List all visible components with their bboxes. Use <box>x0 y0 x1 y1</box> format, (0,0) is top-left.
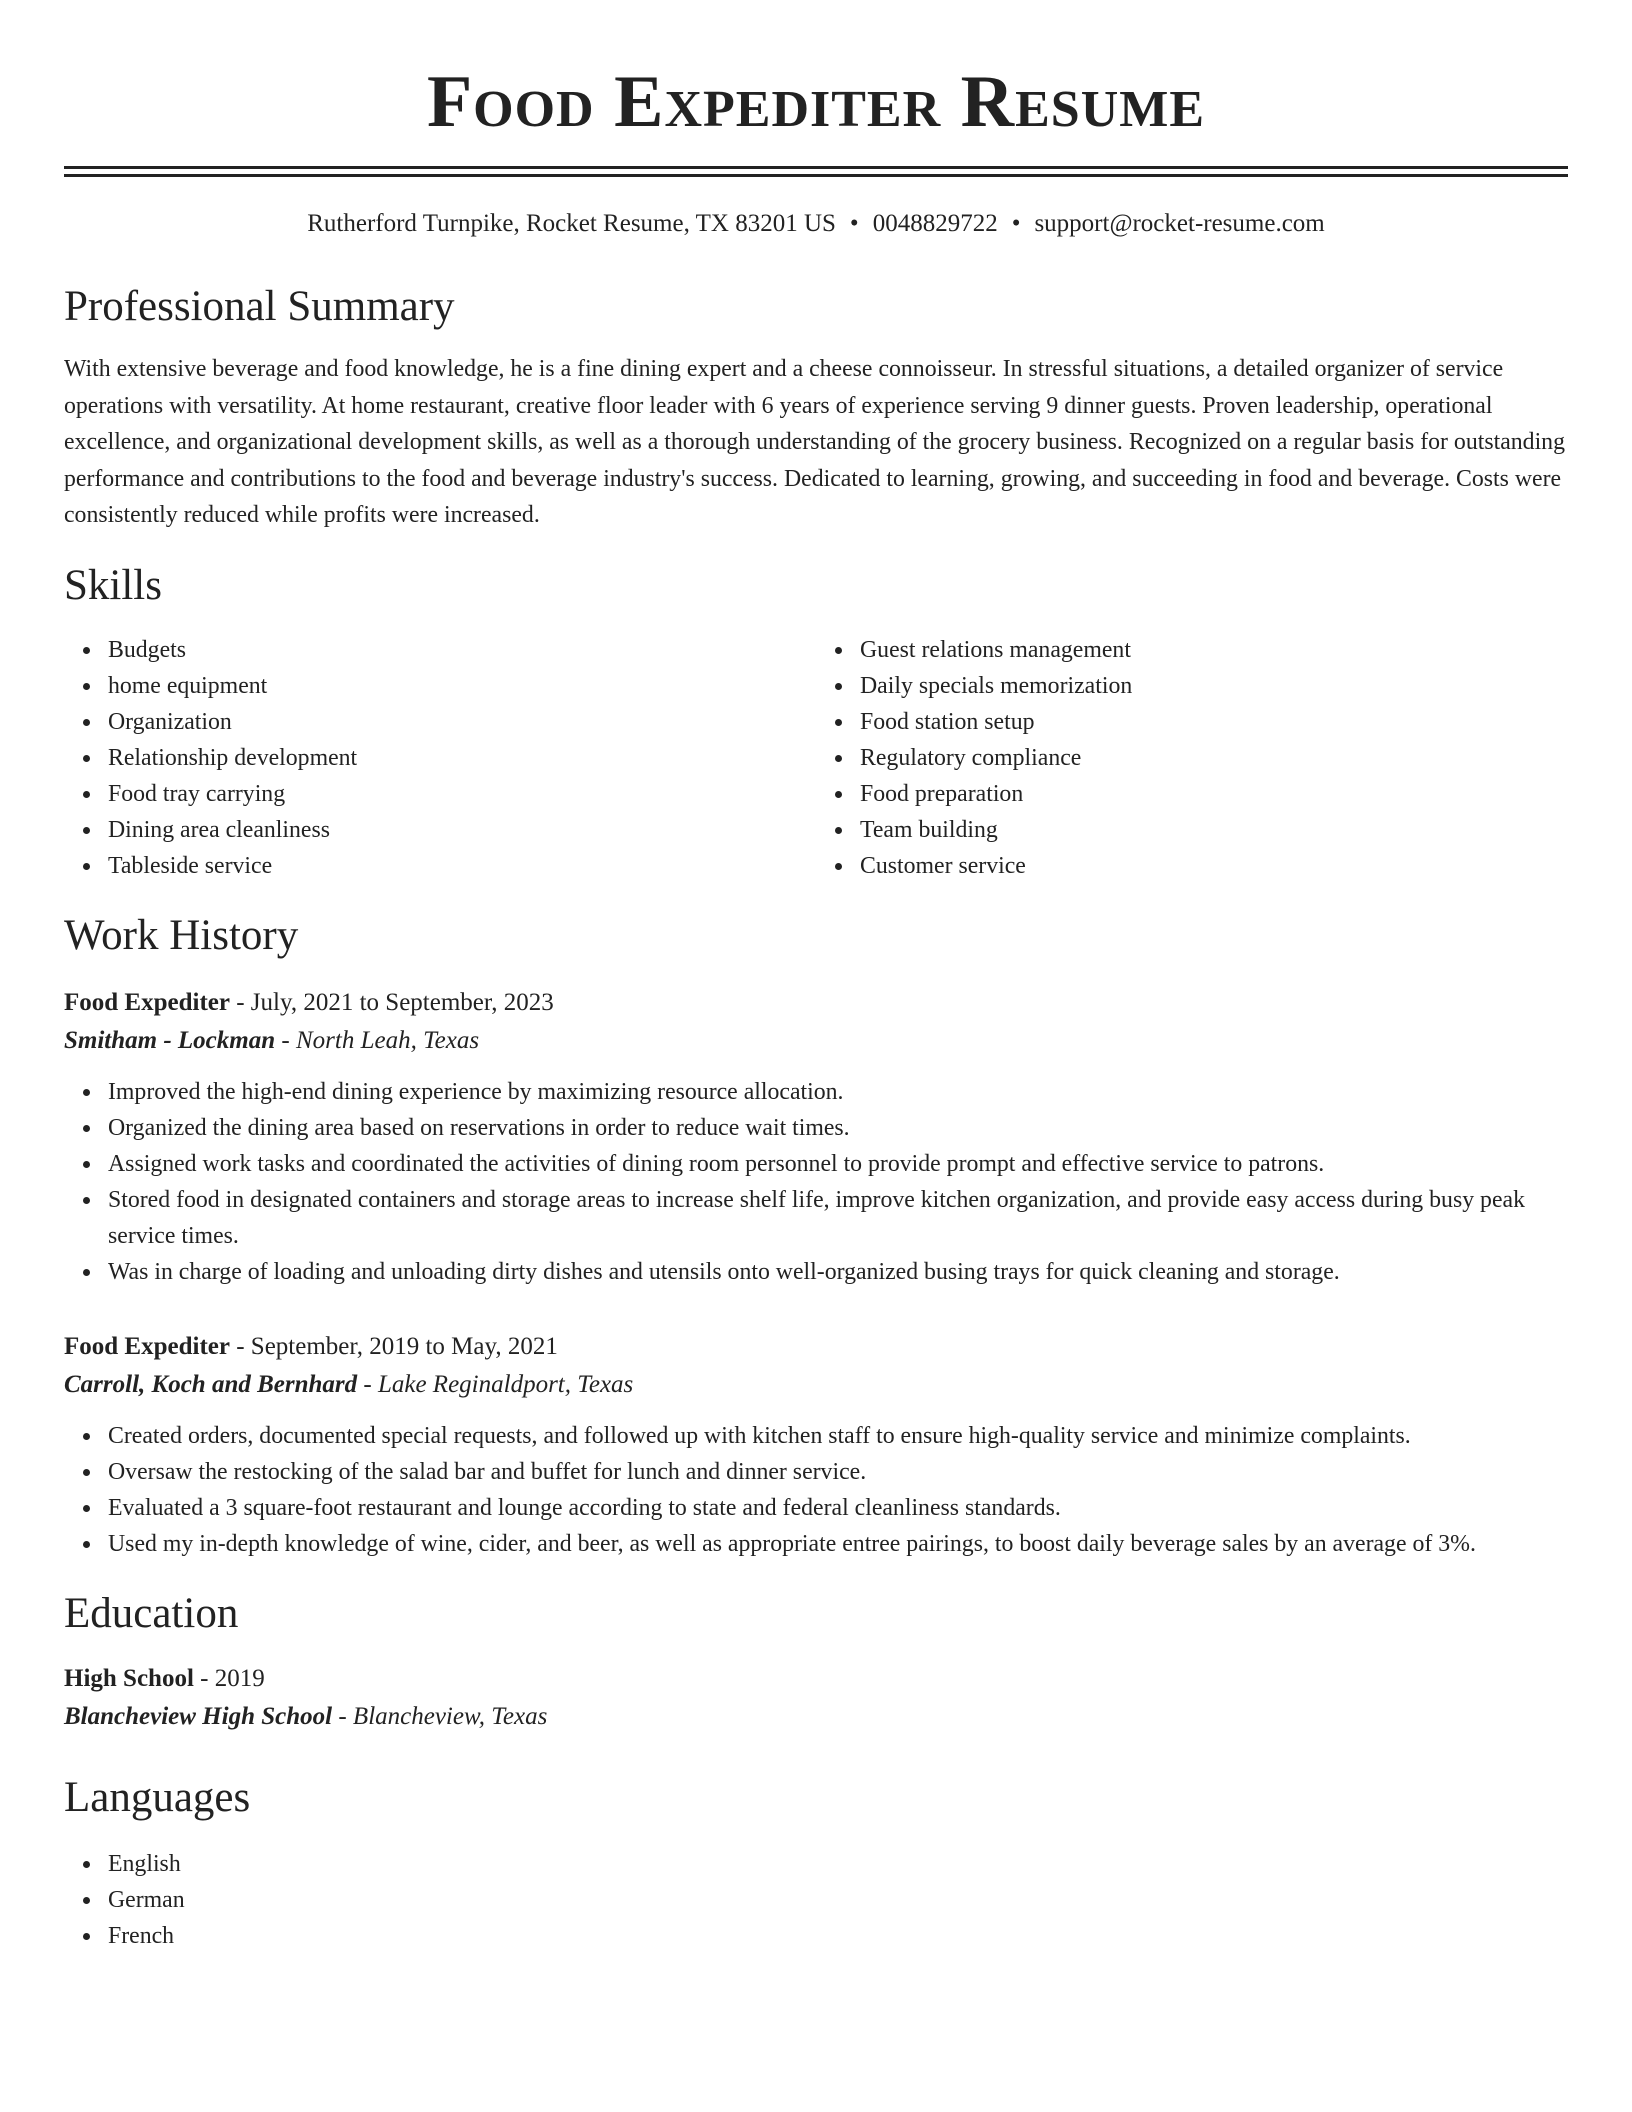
skills-heading: Skills <box>64 561 162 609</box>
skill-item: Regulatory compliance <box>860 740 1568 776</box>
skills-left-column <box>64 632 816 884</box>
education-heading: Education <box>64 1589 239 1637</box>
skill-item: Food station setup <box>860 704 1568 740</box>
education-entry <box>64 1660 1568 1736</box>
contact-address: Rutherford Turnpike, Rocket Resume, TX 83201 US <box>307 210 836 237</box>
contact-email: support@rocket-resume.com <box>1034 210 1325 237</box>
job-duty: Improved the high-end dining experience by maximizing resource allocation. <box>108 1074 1568 1110</box>
job-duty: Used my in-depth knowledge of wine, cider, and beer, as well as appropriate entree pairings, to boost daily beverage sales by an average of 3%. <box>108 1526 1568 1562</box>
education-degree-line <box>64 1660 1568 1698</box>
summary-heading: Professional Summary <box>64 283 455 330</box>
job-title-line <box>64 1328 1568 1366</box>
contact-phone: 0048829722 <box>872 210 998 237</box>
summary-text: With extensive beverage and food knowledge, he is a fine dining expert and a cheese connoisseur. In stressful situations, a detailed organizer of service operations with versatility. At home restaurant, creative floor leader with 6 years of experience serving 9 dinner guests. Proven leadership, operational excellence, and organizational development skills, as well as a thorough understanding of the grocery business. Recognized on a regular basis for outstanding performance and contributions to the food and beverage industry's success. Dedicated to learning, growing, and succeeding in food and beverage. Costs were consistently reduced while profits were increased. <box>64 356 1565 528</box>
education-location: - Blancheview, Texas <box>332 1702 548 1730</box>
languages-list <box>64 1846 1568 1954</box>
job-duty: Was in charge of loading and unloading dirty dishes and utensils onto well-organized busing trays for quick cleaning and storage. <box>108 1254 1568 1290</box>
job-entry <box>64 1328 1568 1562</box>
language-item: German <box>108 1882 1568 1918</box>
job-duty: Created orders, documented special requests, and followed up with kitchen staff to ensure high-quality service and minimize complaints. <box>108 1418 1568 1454</box>
job-title: Food Expediter <box>64 1332 230 1360</box>
job-dates: - September, 2019 to May, 2021 <box>229 1332 558 1360</box>
job-company-line <box>64 1022 1568 1060</box>
resume-title: Food Expediter Resume <box>426 61 1206 143</box>
skill-item: Daily specials memorization <box>860 668 1568 704</box>
job-location: - Lake Reginaldport, Texas <box>357 1370 634 1398</box>
language-item: French <box>108 1918 1568 1954</box>
skill-item: Food preparation <box>860 776 1568 812</box>
job-company: Carroll, Koch and Bernhard <box>64 1370 358 1398</box>
job-duty: Organized the dining area based on reservations in order to reduce wait times. <box>108 1110 1568 1146</box>
contact-line <box>64 207 1568 241</box>
job-company: Smitham - Lockman <box>64 1026 276 1054</box>
education-school: Blancheview High School <box>64 1702 333 1730</box>
skill-item: Budgets <box>108 632 816 668</box>
skills-grid <box>64 632 1568 884</box>
skill-item: Guest relations management <box>860 632 1568 668</box>
education-year: - 2019 <box>193 1664 265 1692</box>
job-duty: Oversaw the restocking of the salad bar and buffet for lunch and dinner service. <box>108 1454 1568 1490</box>
job-title-line <box>64 984 1568 1022</box>
skill-item: Customer service <box>860 848 1568 884</box>
skill-item: Dining area cleanliness <box>108 812 816 848</box>
education-degree: High School <box>64 1664 194 1692</box>
job-dates: - July, 2021 to September, 2023 <box>229 988 554 1016</box>
job-title: Food Expediter <box>64 988 230 1016</box>
skill-item: Food tray carrying <box>108 776 816 812</box>
skill-item: home equipment <box>108 668 816 704</box>
skill-item: Team building <box>860 812 1568 848</box>
job-entry <box>64 984 1568 1290</box>
skill-item: Organization <box>108 704 816 740</box>
contact-separator: • <box>1011 210 1021 237</box>
job-duty: Evaluated a 3 square-foot restaurant and lounge according to state and federal cleanliness standards. <box>108 1490 1568 1526</box>
title-double-rule <box>64 166 1568 177</box>
job-location: - North Leah, Texas <box>275 1026 480 1054</box>
skill-item: Relationship development <box>108 740 816 776</box>
job-company-line <box>64 1366 1568 1404</box>
language-item: English <box>108 1846 1568 1882</box>
languages-heading: Languages <box>64 1773 251 1821</box>
work-history-heading: Work History <box>64 911 299 959</box>
job-duty: Stored food in designated containers and storage areas to increase shelf life, improve kitchen organization, and provide easy access during busy peak service times. <box>108 1182 1568 1254</box>
education-school-line <box>64 1698 1568 1736</box>
contact-separator: • <box>849 210 859 237</box>
job-duties-list <box>64 1418 1568 1562</box>
job-duty: Assigned work tasks and coordinated the activities of dining room personnel to provide prompt and effective service to patrons. <box>108 1146 1568 1182</box>
job-duties-list <box>64 1074 1568 1290</box>
skills-right-column <box>816 632 1568 884</box>
skill-item: Tableside service <box>108 848 816 884</box>
